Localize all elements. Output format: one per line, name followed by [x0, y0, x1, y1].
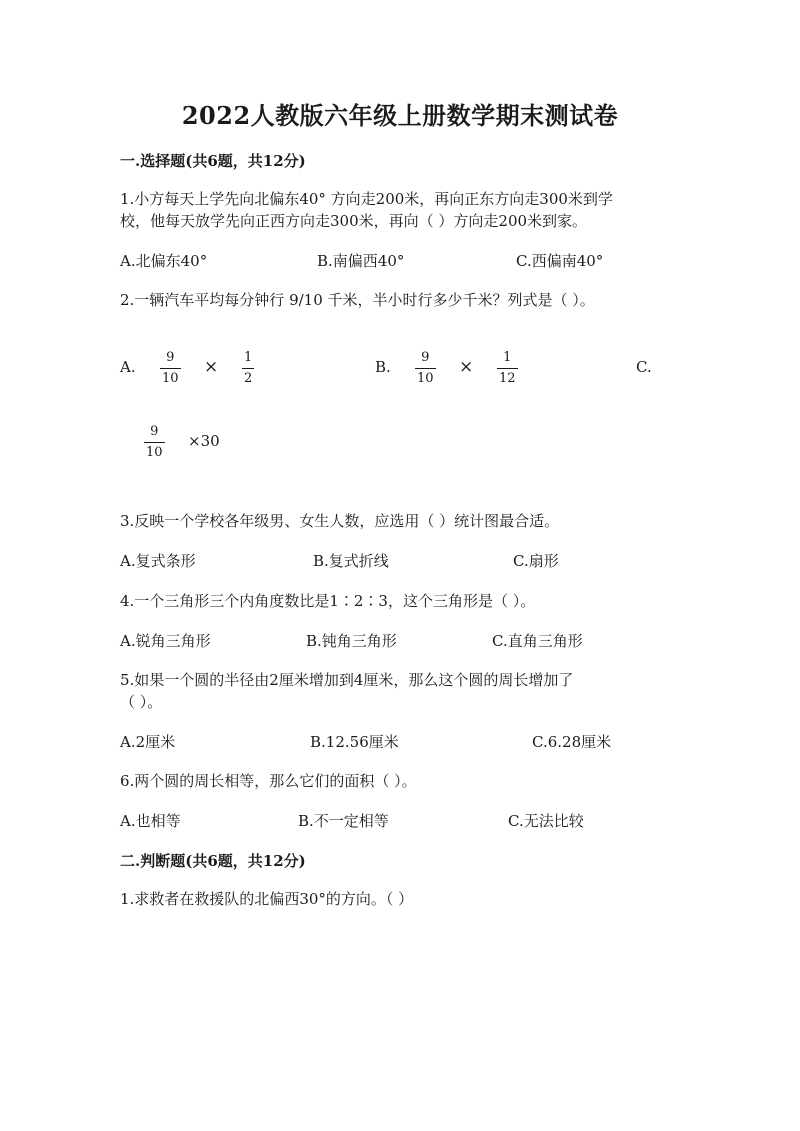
question-2-option-b-label: B.: [375, 358, 391, 376]
question-2-option-b-operator: ×: [459, 357, 474, 377]
question-5-option-a: A.2厘米: [120, 733, 176, 751]
question-6-text: 6.两个圆的周长相等，那么它们的面积（ ）。: [120, 772, 417, 790]
question-1-option-b: B.南偏西40°: [317, 252, 405, 270]
question-6-option-c: C.无法比较: [508, 812, 584, 830]
question-2-option-a-fraction-2: [242, 350, 254, 387]
question-2-option-b-fraction-1: [415, 350, 436, 387]
question-2-option-a-label: A.: [120, 358, 136, 376]
question-1-option-c: C.西偏南40°: [516, 252, 604, 270]
question-2-option-c-rest: ×30: [188, 432, 220, 450]
fraction-denominator: 12: [499, 371, 516, 386]
question-5-option-c: C.6.28厘米: [532, 733, 612, 751]
fraction-bar: [415, 368, 436, 369]
question-1-option-a: A.北偏东40°: [120, 252, 208, 270]
fraction-denominator: 10: [146, 445, 163, 460]
fraction-numerator: 9: [421, 350, 430, 365]
fraction-bar: [160, 368, 181, 369]
fraction-bar: [497, 368, 518, 369]
fraction-numerator: 9: [150, 424, 159, 439]
fraction-bar: [144, 442, 165, 443]
question-4-option-c: C.直角三角形: [492, 632, 583, 650]
fraction-denominator: 10: [417, 371, 434, 386]
question-2-option-b-fraction-2: [497, 350, 518, 387]
fraction-numerator: 1: [244, 350, 253, 365]
question-6-option-a: A.也相等: [120, 812, 181, 830]
question-3-option-b: B.复式折线: [313, 552, 389, 570]
question-5-option-b: B.12.56厘米: [310, 733, 399, 751]
fraction-denominator: 10: [162, 371, 179, 386]
section-heading-judgement: 二.判断题(共6题，共12分): [120, 852, 306, 870]
question-4-option-b: B.钝角三角形: [306, 632, 397, 650]
question-2-option-c-fraction: [144, 424, 165, 461]
question-3-option-a: A.复式条形: [120, 552, 196, 570]
fraction-numerator: 1: [503, 350, 512, 365]
question-2-option-a-fraction-1: [160, 350, 181, 387]
page-title: 2022人教版六年级上册数学期末测试卷: [181, 101, 619, 130]
question-2-option-a-operator: ×: [204, 357, 219, 377]
question-2-option-c-label: C.: [636, 358, 652, 376]
question-1-line-2: 校，他每天放学先向正西方向走300米，再向（ ）方向走200米到家。: [120, 212, 588, 230]
question-3-text: 3.反映一个学校各年级男、女生人数，应选用（ ）统计图最合适。: [120, 512, 560, 530]
question-4-text: 4.一个三角形三个内角度数比是1∶2∶3，这个三角形是（ ）。: [120, 592, 536, 610]
judgement-question-1-text: 1.求救者在救援队的北偏西30°的方向。（ ）: [120, 890, 414, 908]
question-6-option-b: B.不一定相等: [298, 812, 389, 830]
question-5-line-2: （ ）。: [120, 693, 163, 711]
question-5-line-1: 5.如果一个圆的半径由2厘米增加到4厘米，那么这个圆的周长增加了: [120, 671, 574, 689]
fraction-numerator: 9: [166, 350, 175, 365]
section-heading-choice: 一.选择题(共6题，共12分): [120, 152, 306, 170]
question-2-text: 2.一辆汽车平均每分钟行 9/10 千米，半小时行多少千米？列式是（ ）。: [120, 291, 595, 309]
question-4-option-a: A.锐角三角形: [120, 632, 211, 650]
fraction-bar: [242, 368, 254, 369]
question-3-option-c: C.扇形: [513, 552, 559, 570]
question-1-line-1: 1.小方每天上学先向北偏东40° 方向走200米，再向正东方向走300米到学: [120, 190, 613, 208]
fraction-denominator: 2: [244, 371, 253, 386]
